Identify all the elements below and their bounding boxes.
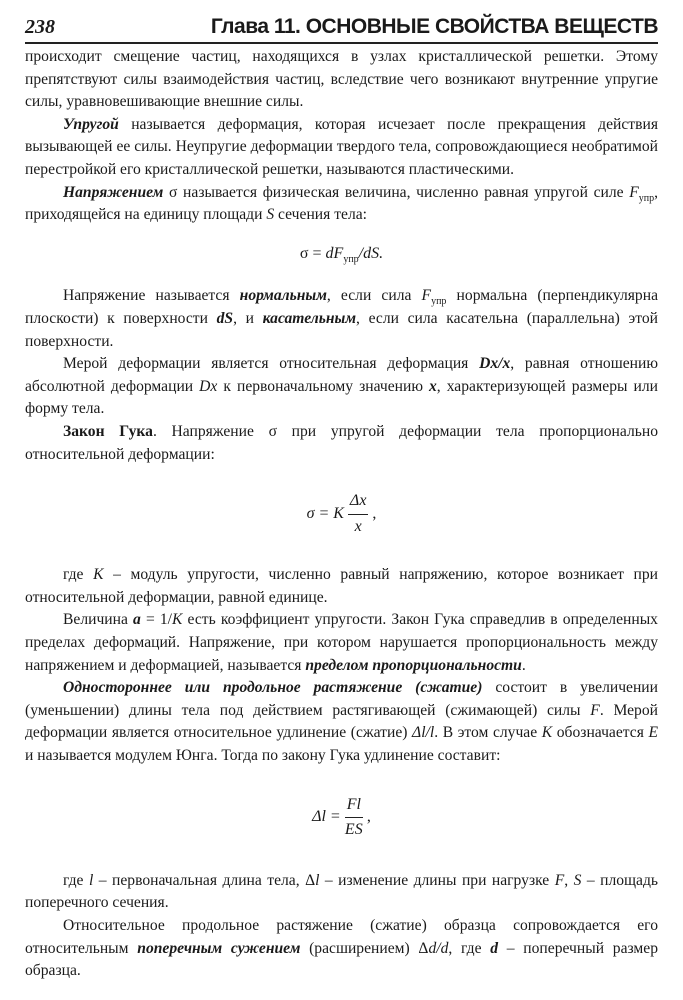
paragraph-stress <box>25 182 658 227</box>
symbol-dd: d/d <box>428 939 449 957</box>
paragraph-coefficient <box>25 609 658 677</box>
formula-part: σ = K <box>306 504 344 522</box>
paragraph-text: , где <box>448 939 491 957</box>
term-elastic: Упругой <box>63 115 119 133</box>
subscript: упр <box>343 253 359 265</box>
paragraph-text: = 1/ <box>140 611 173 629</box>
symbol-l: l <box>315 871 320 889</box>
paragraph-text: , характеризующей размеры или форму тела. <box>25 377 658 418</box>
paragraph-text: называется физическая величина, численно равная упругой силе <box>177 183 630 201</box>
paragraph-text: – изменение длины при нагрузке <box>319 871 555 889</box>
paragraph-hooke <box>25 421 658 466</box>
paragraph-text: к первоначальному значению <box>217 377 429 395</box>
formula-part: Δl = <box>312 808 341 826</box>
symbol-d: d <box>490 939 499 957</box>
paragraph-text: Величина <box>63 611 134 629</box>
symbol-K: K <box>93 566 104 584</box>
formula-part: , <box>366 808 371 826</box>
symbol-S: S <box>266 206 275 224</box>
paragraph-text: , и <box>233 309 263 327</box>
paragraph-text: (расширением) Δ <box>300 939 429 957</box>
paragraph-continuation: происходит смещение частиц, находящихся в узлах кристаллической решетки. Этому препятствуют силы взаимодействия частиц, вследствие чего возникают внутренние упругие силы, уравновешивающие внешние силы. <box>25 48 658 111</box>
paragraph-text: обозначается <box>552 724 649 742</box>
term-lateral-contraction: поперечным сужением <box>137 939 301 957</box>
paragraph-text: . Мерой деформации является относительное удлинение (сжатие) <box>25 701 658 742</box>
paragraph-text: Мерой деформации является относительная деформация <box>63 355 480 373</box>
page-header <box>25 10 658 44</box>
symbol-l: l <box>88 871 94 889</box>
paragraph-normal-tangential <box>25 285 658 353</box>
paragraph-modulus <box>25 564 658 609</box>
symbol-F: F <box>629 183 639 201</box>
symbol-ratio: Dx/x <box>479 355 511 373</box>
paragraph-text: есть коэффициент упругости. Закон Гука справедлив в определенных пределах деформаций. Напряжение, при котором нарушается пропорциональность между напряжением и деформацией, называется <box>25 611 658 674</box>
paragraph-text: – первоначальная длина тела, Δ <box>93 871 316 889</box>
symbol-F: F <box>554 871 565 889</box>
formula-part: σ = <box>299 244 326 262</box>
page-body <box>25 46 658 983</box>
denominator: x <box>354 517 362 535</box>
symbol-sigma: σ <box>169 183 178 201</box>
page-number: 238 <box>25 16 55 38</box>
paragraph-text: Напряжение называется <box>63 287 240 305</box>
paragraph-text: , если сила касательна (параллельна) этой поверхности. <box>25 309 658 350</box>
paragraph-strain <box>25 353 658 421</box>
subscript: упр <box>431 296 447 308</box>
symbol-K: K <box>172 611 183 629</box>
paragraph-text: – поперечный размер образца. <box>25 939 659 980</box>
chapter-title: Глава 11. ОСНОВНЫЕ СВОЙСТВА ВЕЩЕСТВ <box>210 15 658 38</box>
paragraph-text: Относительное продольное растяжение (сжатие) образца сопровождается его относительным <box>25 917 658 957</box>
symbol-a: a <box>133 611 141 629</box>
symbol-F: F <box>421 287 432 305</box>
symbol-S: S <box>573 871 582 889</box>
paragraph-text: . <box>521 656 526 674</box>
term-proportionality-limit: пределом пропорциональности <box>305 656 522 674</box>
symbol-dS: dS <box>216 309 234 327</box>
paragraph-definitions <box>25 870 658 915</box>
term-stress: Напряжением <box>63 183 164 201</box>
denominator: ES <box>344 821 363 839</box>
symbol-Dx: Dx <box>199 377 218 395</box>
paragraph-text: состоит в увеличении (уменьшении) длины тела под действием растягивающей (сжимающей) силы <box>25 679 658 719</box>
symbol-F: F <box>590 701 600 719</box>
paragraph-text: , <box>564 871 574 889</box>
term-tension: Одностороннее или продольное растяжение (сжатие) <box>63 679 483 697</box>
formula-part: , <box>372 504 377 522</box>
paragraph-text: – модуль упругости, численно равный напряжению, которое возникает при относительной деформации, равной единице. <box>25 566 659 606</box>
term-tangential: касательным <box>262 309 357 327</box>
paragraph-text: и называется модулем Юнга. Тогда по закону Гука удлинение составит: <box>25 747 501 765</box>
formula-part: /dS. <box>358 244 384 262</box>
paragraph-text: нормальна (перпендикулярна плоскости) к поверхности <box>25 287 658 327</box>
formula-stress <box>25 243 658 266</box>
numerator: Δx <box>348 490 369 515</box>
subscript: упр <box>638 192 655 204</box>
symbol-E: E <box>648 724 658 742</box>
paragraph-text: где <box>63 566 94 584</box>
paragraph-text: – площадь поперечного сечения. <box>25 871 659 912</box>
formula-young <box>25 794 658 842</box>
paragraph-elastic <box>25 114 658 182</box>
paragraph-text: , приходящейся на единицу площади <box>25 183 658 224</box>
paragraph-text: где <box>63 871 89 889</box>
formula-part: dF <box>325 244 344 262</box>
symbol-K: K <box>541 724 553 742</box>
symbol-x: x <box>429 377 437 395</box>
paragraph-text: , равная отношению абсолютной деформации <box>25 355 658 395</box>
formula-hooke <box>25 490 658 538</box>
term-normal: нормальным <box>239 287 327 305</box>
paragraph-lateral <box>25 915 658 983</box>
paragraph-text: , если сила <box>326 287 422 305</box>
paragraph-tension <box>25 677 658 767</box>
paragraph-text: сечения тела: <box>274 206 367 224</box>
symbol-dl: Δl/l <box>412 724 435 742</box>
term-hooke: Закон Гука <box>63 422 153 440</box>
fraction <box>345 794 363 842</box>
numerator: Fl <box>345 794 363 819</box>
paragraph-text: . Напряжение σ при упругой деформации тела пропорционально относительной деформации: <box>25 422 658 463</box>
paragraph-text: . В этом случае <box>434 724 542 742</box>
fraction <box>348 490 369 538</box>
paragraph-text: называется деформация, которая исчезает после прекращения действия вызывающей ее силы. Неупругие деформации твердого тела, сопровождающиеся необратимой перестройкой его кристаллической решетки, называются пластическими. <box>25 115 658 178</box>
book-page <box>25 10 658 983</box>
